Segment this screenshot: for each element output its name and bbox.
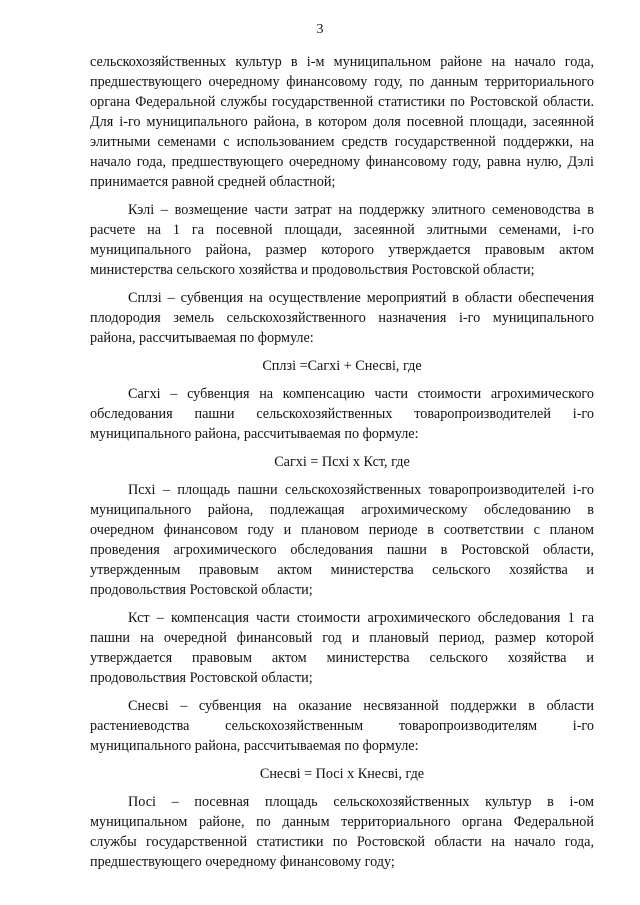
paragraph-psh-definition: Псхi – площадь пашни сельскохозяйственных товаропроизводителей i-го муниципального района, подлежащая агрохимическому обследованию в очередном финансовом году и плановом периоде в соответствии с планом проведения агрохимического обследования пашни в Ростовской области, утвержденным правовым актом министерства сельского хозяйства и продовольствия Ростовской области; <box>90 482 594 598</box>
paragraph-kst-definition: Кст – компенсация части стоимости агрохимического обследования 1 га пашни на очередной финансовый год и плановый период, размер которой утверждается правовым актом министерства сельского хозяйства и продовольствия Ростовской области; <box>90 610 594 686</box>
paragraph-kel-definition: Кэлi – возмещение части затрат на поддержку элитного семеноводства в расчете на 1 га посевной площади, засеянной элитными семенами, i-го муниципального района, размер которого утверждается правовым актом министерства сельского хозяйства и продовольствия Ростовской области; <box>90 202 594 278</box>
paragraph-splz-definition: Сплзi – субвенция на осуществление мероприятий в области обеспечения плодородия земель сельскохозяйственного назначения i-го муниципального района, рассчитываемая по формуле: <box>90 290 594 346</box>
paragraph-pos-definition: Посi – посевная площадь сельскохозяйственных культур в i-ом муниципальном районе, по данным территориального органа Федеральной службы государственной статистики по Ростовской области на начало года, предшествующего очередному финансовому году; <box>90 794 594 870</box>
formula-sagh: Сагхi = Псхi х Кст, где <box>274 454 410 470</box>
page-number: 3 <box>316 22 324 37</box>
paragraph-snesv-definition: Снесвi – субвенция на оказание несвязанной поддержки в области растениеводства сельскохозяйственным товаропроизводителям i-го муниципального района, рассчитываемая по формуле: <box>90 698 594 754</box>
paragraph-sagh-definition: Сагхi – субвенция на компенсацию части стоимости агрохимического обследования пашни сельскохозяйственных товаропроизводителей i-го муниципального района, рассчитываемая по формуле: <box>90 386 594 442</box>
document-body <box>90 52 594 880</box>
formula-splz: Сплзi =Сагхi + Снесвi, где <box>262 358 422 374</box>
formula-snesv: Снесвi = Посi х Кнесвi, где <box>259 766 425 782</box>
paragraph-continuation: сельскохозяйственных культур в i-м муниципальном районе на начало года, предшествующего очередному финансовому году, по данным территориального органа Федеральной службы государственной статистики по Ростовской области. Для i-го муниципального района, в котором доля посевной площади, засеянной элитными семенами с использованием средств государственной поддержки, на начало года, предшествующего очередному финансовому году, равна нулю, Дэлi принимается равной средней областной; <box>90 54 594 190</box>
